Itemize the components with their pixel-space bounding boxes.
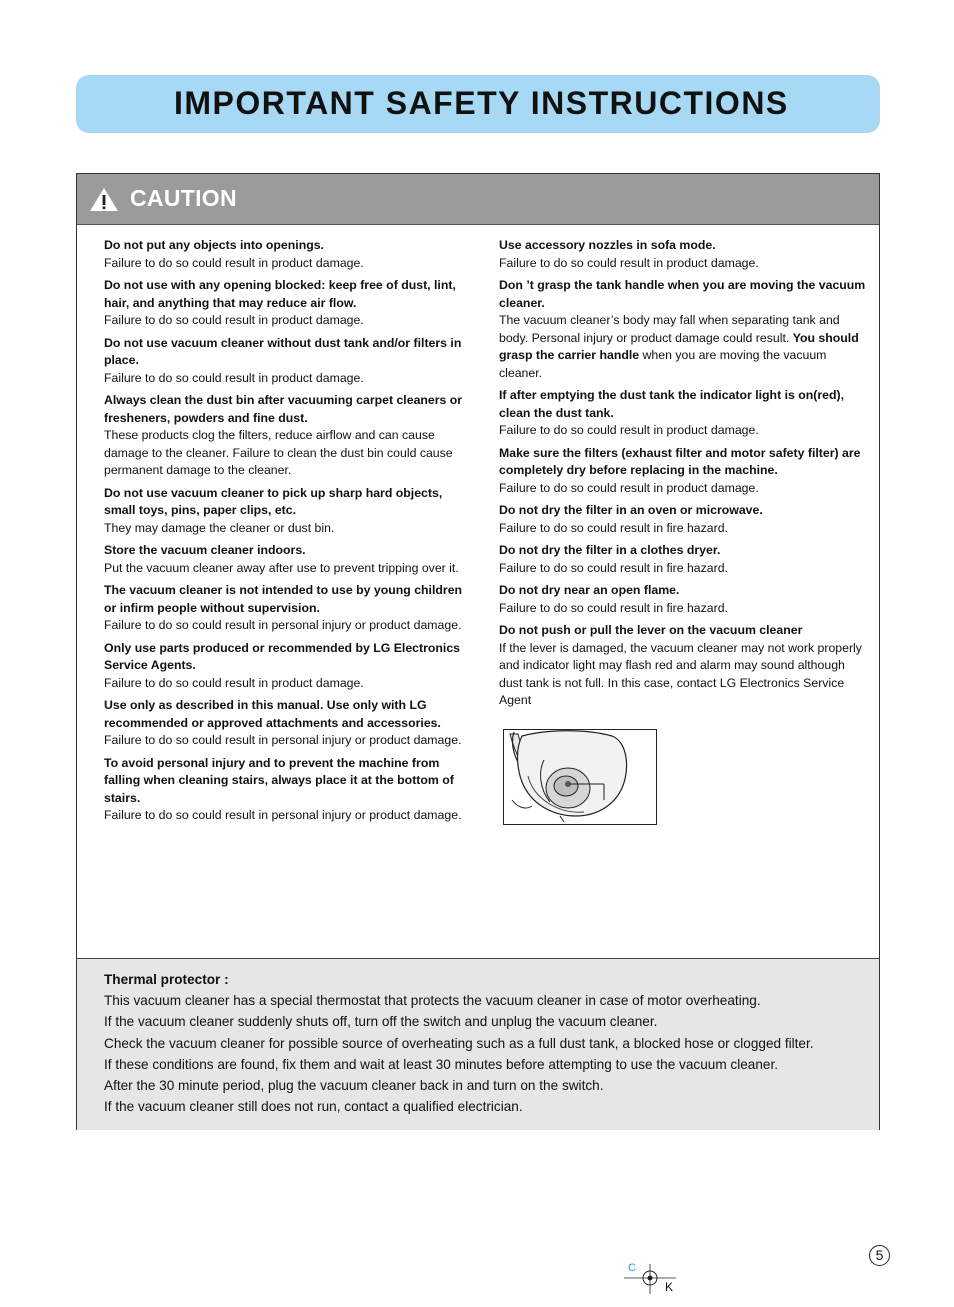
caution-item-body: Failure to do so could result in product damage.	[104, 675, 364, 690]
page-number: 5	[869, 1245, 890, 1266]
vacuum-lever-drawing	[504, 730, 656, 824]
caution-item-heading: Make sure the filters (exhaust filter and motor safety filter) are completely dry before replacing in the machine.	[499, 445, 861, 477]
caution-item	[104, 640, 474, 693]
caution-item-body	[499, 312, 867, 382]
page-title: IMPORTANT SAFETY INSTRUCTIONS	[174, 85, 789, 121]
thermal-line: Check the vacuum cleaner for possible source of overheating such as a full dust tank, a blocked hose or clogged filter.	[104, 1035, 814, 1051]
thermal-line: If the vacuum cleaner suddenly shuts off, turn off the switch and unplug the vacuum cleaner.	[104, 1014, 658, 1030]
caution-item	[499, 542, 867, 577]
caution-item-heading: Do not use with any opening blocked: keep free of dust, lint, hair, and anything that may reduce air flow.	[104, 278, 456, 310]
caution-item-heading: Do not dry the filter in an oven or microwave.	[499, 503, 763, 517]
caution-item	[499, 622, 867, 710]
caution-item-heading: To avoid personal injury and to prevent the machine from falling when cleaning stairs, always place it at the bottom of stairs.	[104, 755, 454, 805]
caution-item-body: Failure to do so could result in product damage.	[499, 480, 759, 495]
caution-item	[104, 485, 474, 538]
caution-item	[104, 335, 474, 388]
caution-item	[104, 277, 474, 330]
caution-item	[499, 582, 867, 617]
caution-item-body: Failure to do so could result in product damage.	[104, 313, 364, 327]
caution-item	[499, 277, 867, 382]
body-emphasis: You should grasp the carrier handle	[499, 330, 859, 362]
caution-item-body: Failure to do so could result in product damage.	[104, 370, 364, 385]
caution-item	[104, 755, 474, 825]
caution-item-body: Failure to do so could result in fire hazard.	[499, 600, 728, 615]
caution-header	[77, 174, 879, 225]
caution-item-heading: If after emptying the dust tank the indicator light is on(red), clean the dust tank.	[499, 388, 845, 420]
caution-item-heading: Don ’t grasp the tank handle when you are moving the vacuum cleaner.	[499, 278, 866, 310]
caution-item	[499, 387, 867, 440]
caution-item-body: If the lever is damaged, the vacuum cleaner may not work properly and indicator light may flash red and alarm may sound although dust tank is not full. In this case, contact LG Electronics Service Agent	[499, 640, 862, 707]
caution-label: CAUTION	[130, 185, 237, 211]
caution-item	[499, 502, 867, 537]
caution-item-heading: Always clean the dust bin after vacuuming carpet cleaners or fresheners, powders and fine dust.	[104, 393, 463, 425]
caution-item-body: They may damage the cleaner or dust bin.	[104, 520, 335, 535]
registration-mark	[622, 1262, 678, 1296]
caution-item-heading: Do not put any objects into openings.	[104, 238, 324, 252]
body-text: The vacuum cleaner’s body may fall when separating tank and body. Personal injury or product damage could result.	[499, 313, 840, 345]
caution-item-heading: Use accessory nozzles in sofa mode.	[499, 238, 716, 252]
caution-section	[76, 173, 880, 1130]
thermal-line: This vacuum cleaner has a special thermostat that protects the vacuum cleaner in case of motor overheating.	[104, 993, 761, 1009]
caution-item-body: Failure to do so could result in product damage.	[499, 255, 759, 270]
registration-k-label: K	[665, 1280, 674, 1294]
body-text: when you are moving the vacuum cleaner.	[499, 348, 827, 380]
caution-item-heading: Do not dry the filter in a clothes dryer.	[499, 543, 721, 557]
caution-item-heading: Use only as described in this manual. Use only with LG recommended or approved attachments and accessories.	[104, 698, 441, 730]
caution-item-heading: Do not use vacuum cleaner to pick up sharp hard objects, small toys, pins, paper clips, etc.	[104, 485, 443, 517]
caution-item	[499, 237, 867, 272]
thermal-protector-section	[77, 958, 879, 1130]
caution-item-body: Failure to do so could result in product damage.	[499, 423, 759, 437]
caution-item-heading: The vacuum cleaner is not intended to use by young children or infirm people without supervision.	[104, 583, 463, 615]
caution-item-heading: Only use parts produced or recommended by LG Electronics Service Agents.	[104, 640, 461, 672]
thermal-title: Thermal protector :	[104, 972, 229, 987]
caution-item-body: These products clog the filters, reduce airflow and can cause damage to the cleaner. Failure to clean the dust bin could cause permanent damage to the cleaner.	[104, 428, 453, 477]
caution-item-body: Failure to do so could result in fire hazard.	[499, 560, 728, 575]
thermal-line: If the vacuum cleaner still does not run, contact a qualified electrician.	[104, 1099, 523, 1115]
warning-triangle-icon	[89, 187, 119, 212]
caution-item-body: Put the vacuum cleaner away after use to prevent tripping over it.	[104, 560, 459, 575]
caution-left-column	[104, 237, 474, 830]
caution-item	[104, 392, 474, 480]
title-banner	[76, 75, 880, 133]
caution-item-body: Failure to do so could result in fire hazard.	[499, 520, 728, 535]
dust-tank-lever-illustration	[503, 729, 657, 825]
crosshair-icon	[622, 1262, 678, 1296]
caution-item-body: Failure to do so could result in personal injury or product damage.	[104, 733, 462, 747]
caution-item	[104, 697, 474, 750]
caution-item-heading: Do not dry near an open flame.	[499, 583, 680, 597]
caution-item	[104, 542, 474, 577]
caution-item-body: Failure to do so could result in personal injury or product damage.	[104, 808, 462, 822]
caution-item-body: Failure to do so could result in personal injury or product damage.	[104, 618, 462, 632]
thermal-line: If these conditions are found, fix them and wait at least 30 minutes before attempting to use the vacuum cleaner.	[104, 1056, 779, 1072]
caution-item-heading: Store the vacuum cleaner indoors.	[104, 543, 306, 557]
caution-item-heading: Do not push or pull the lever on the vacuum cleaner	[499, 623, 803, 637]
caution-item	[104, 582, 474, 635]
caution-right-column	[499, 237, 867, 715]
caution-item-body: Failure to do so could result in product damage.	[104, 255, 364, 270]
caution-item	[499, 445, 867, 498]
caution-item	[104, 237, 474, 272]
caution-item-heading: Do not use vacuum cleaner without dust tank and/or filters in place.	[104, 335, 462, 367]
thermal-line: After the 30 minute period, plug the vacuum cleaner back in and turn on the switch.	[104, 1078, 604, 1094]
registration-c-label: C	[628, 1262, 636, 1274]
